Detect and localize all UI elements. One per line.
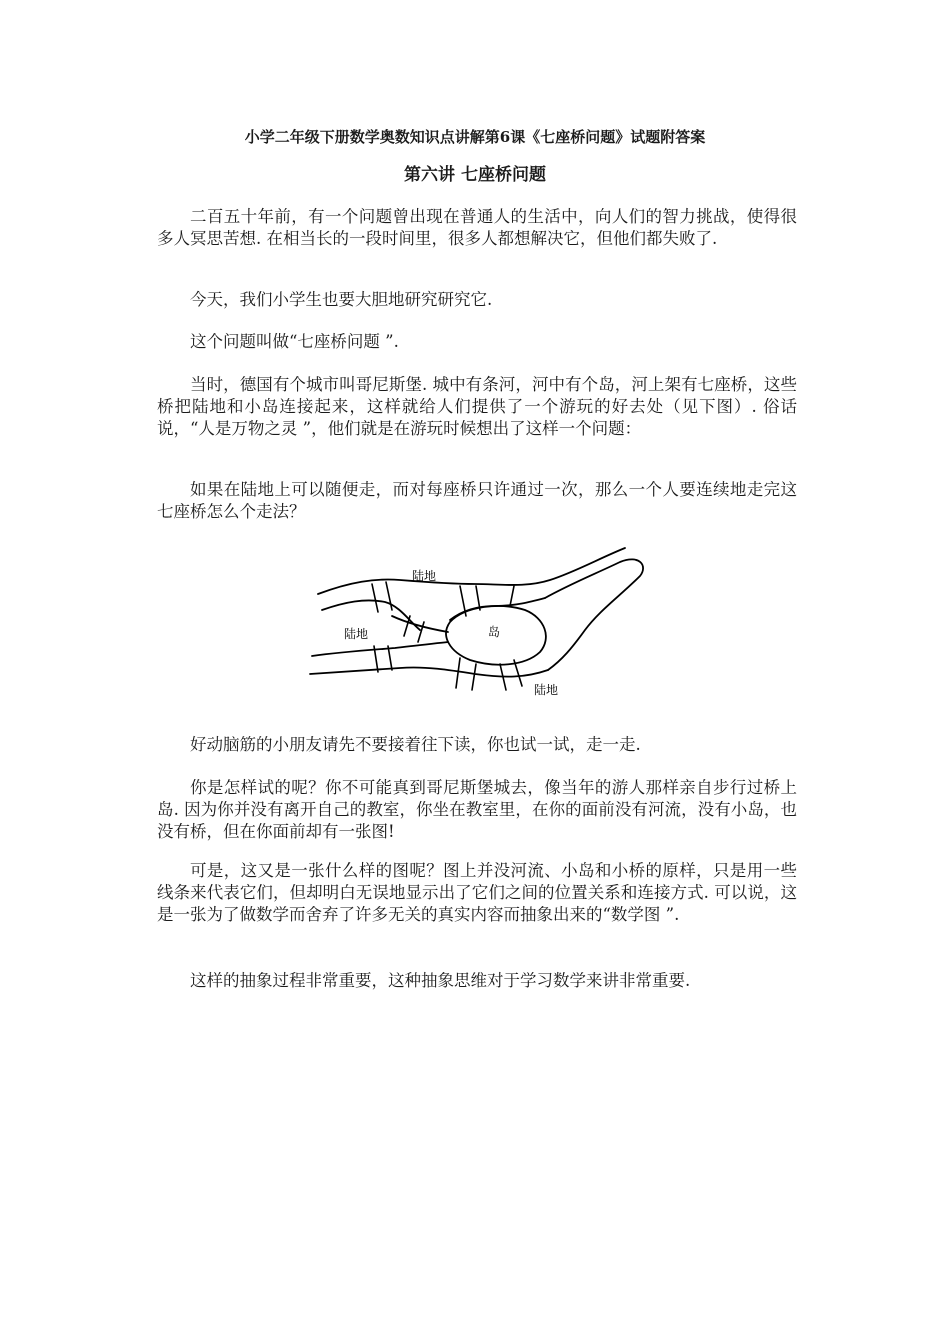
paragraph-how-did-you-try: 你是怎样试的呢？你不可能真到哥尼斯堡城去，像当年的游人那样亲自步行过桥上岛. 因为你并没有离开自己的教室，你坐在教室里，在你的面前没有河流，没有小岛，也没有桥，但在你面前却有一张图!: [157, 778, 797, 841]
paragraph-abstraction: 这样的抽象过程非常重要，这种抽象思维对于学习数学来讲非常重要.: [190, 971, 691, 990]
paragraph-math-graph: 可是，这又是一张什么样的图呢？图上并没河流、小岛和小桥的原样，只是用一些线条来代表它们，但却明白无误地显示出了它们之间的位置关系和连接方式. 可以说，这是一张为了做数学而舍弃了许多无关的真实内容而抽象出来的“数学图 ”.: [157, 861, 797, 924]
lesson-title: 第六讲 七座桥问题: [404, 165, 546, 185]
document-header-title: 小学二年级下册数学奥数知识点讲解第6课《七座桥问题》试题附答案: [244, 128, 706, 146]
label-top-land: 陆地: [412, 569, 437, 583]
paragraph-try-it: 好动脑筋的小朋友请先不要接着往下读，你也试一试，走一走.: [190, 735, 641, 754]
label-left-land: 陆地: [344, 627, 369, 641]
river-lines: [310, 548, 643, 677]
bridge-3: [404, 616, 424, 642]
label-bottom-land: 陆地: [534, 683, 559, 697]
river-upper-bank: [318, 548, 625, 594]
bridge-1: [372, 582, 392, 612]
paragraph-question: 如果在陆地上可以随便走，而对每座桥只许通过一次，那么一个人要连续地走完这七座桥怎么个走法？: [157, 480, 797, 521]
bridge-6: [510, 586, 514, 606]
river-lower-lower-bank: [310, 667, 548, 676]
paragraph-problem-name: 这个问题叫做“七座桥问题 ”.: [190, 332, 399, 351]
river-upper-inner-bank: [322, 600, 420, 630]
seven-bridges-diagram: [300, 540, 650, 700]
label-island: 岛: [488, 625, 501, 639]
paragraph-konigsberg: 当时，德国有个城市叫哥尼斯堡. 城中有条河，河中有个岛，河上架有七座桥，这些桥把陆地和小岛连接起来，这样就给人们提供了一个游玩的好去处（见下图）. 俗话说，“人是万物之灵 ”，他们就是在游玩时候想出了这样一个问题：: [157, 375, 797, 438]
paragraph-intro: 二百五十年前，有一个问题曾出现在普通人的生活中，向人们的智力挑战，使得很多人冥思苦想. 在相当长的一段时间里，很多人都想解决它，但他们都失败了.: [157, 207, 797, 248]
paragraph-today: 今天，我们小学生也要大胆地研究研究它.: [190, 290, 493, 309]
river-lower-upper-bank: [312, 642, 448, 656]
